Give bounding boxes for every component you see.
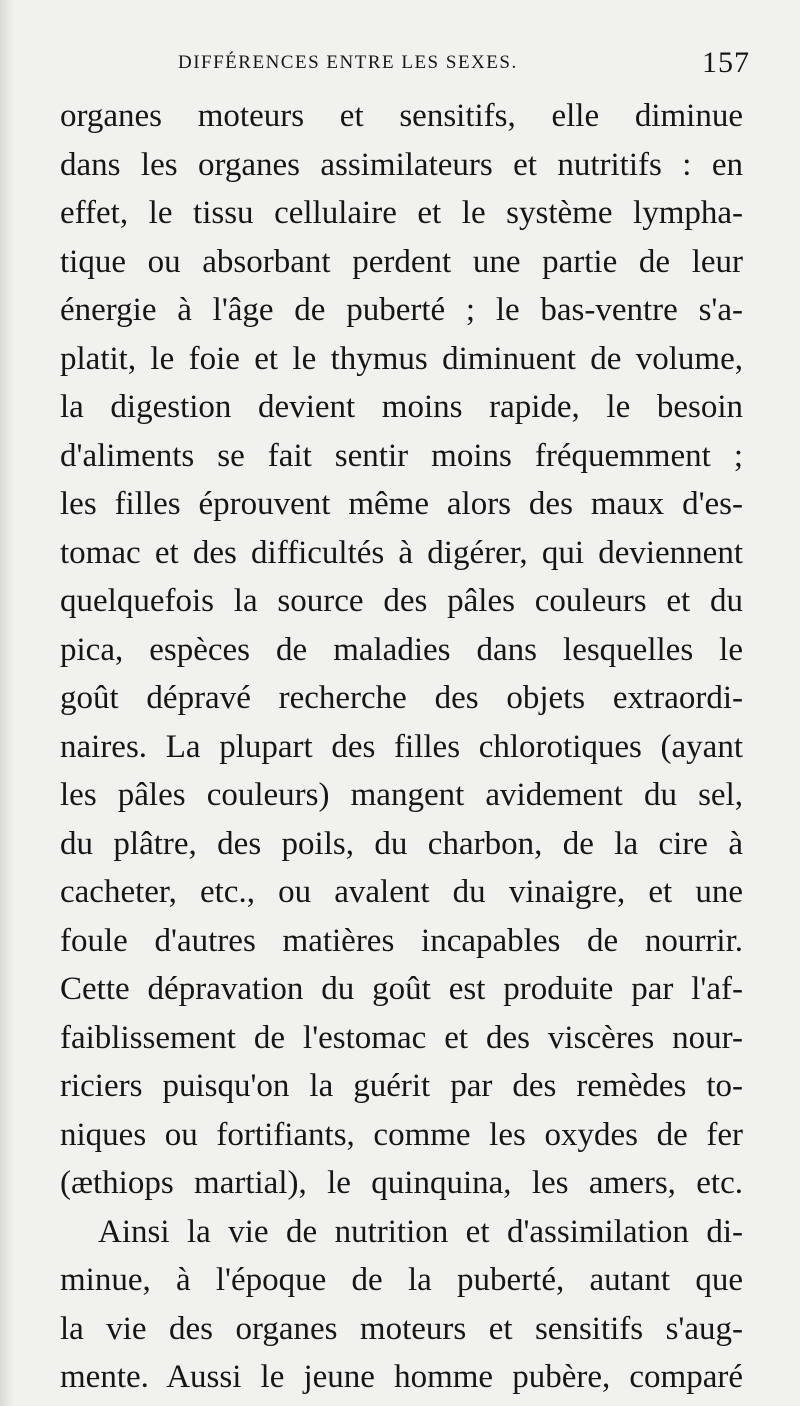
text-line: d'aliments se fait sentir moins fréquemment ;: [60, 437, 743, 474]
body-text: [60, 92, 743, 1402]
text-line: les filles éprouvent même alors des maux d'es-: [60, 486, 743, 522]
text-line: les pâles couleurs) mangent avidement du sel,: [60, 777, 743, 813]
text-line: la vie des organes moteurs et sensitifs s'aug-: [60, 1310, 743, 1347]
text-line: mente. Aussi le jeune homme pubère, comparé: [60, 1359, 743, 1395]
page-spine-shadow: [0, 0, 14, 1406]
text-line: riciers puisqu'on la guérit par des remèdes to-: [60, 1068, 743, 1104]
text-line: niques ou fortifiants, comme les oxydes de fer: [60, 1116, 743, 1153]
text-line: quelquefois la source des pâles couleurs et du: [60, 583, 743, 619]
text-line: faiblissement de l'estomac et des viscères nour-: [60, 1019, 743, 1056]
running-title: DIFFÉRENCES ENTRE LES SEXES.: [178, 52, 518, 73]
text-line: du plâtre, des poils, du charbon, de la cire à: [60, 825, 743, 862]
text-line: naires. La plupart des filles chlorotiques (ayant: [60, 728, 743, 765]
text-line: Cette dépravation du goût est produite par l'af-: [60, 971, 743, 1007]
text-line: pica, espèces de maladies dans lesquelles le: [60, 631, 743, 668]
text-line: cacheter, etc., ou avalent du vinaigre, et une: [60, 874, 743, 910]
text-line: effet, le tissu cellulaire et le système lympha-: [60, 195, 743, 231]
paragraph-start-line: Ainsi la vie de nutrition et d'assimilation di-: [98, 1213, 743, 1250]
text-line: organes moteurs et sensitifs, elle diminue: [60, 98, 743, 134]
text-line: tique ou absorbant perdent une partie de leur: [60, 243, 743, 280]
text-line: minue, à l'époque de la puberté, autant que: [60, 1262, 743, 1298]
text-line: foule d'autres matières incapables de nourrir.: [60, 922, 743, 959]
text-line: platit, le foie et le thymus diminuent de volume,: [60, 340, 743, 377]
text-line: goût dépravé recherche des objets extraordi-: [60, 680, 743, 716]
text-line: dans les organes assimilateurs et nutritifs : en: [60, 146, 743, 183]
text-line: tomac et des difficultés à digérer, qui deviennent: [60, 534, 743, 571]
page-header: [60, 46, 750, 86]
text-line: (æthiops martial), le quinquina, les amers, etc.: [60, 1165, 743, 1201]
page-number: 157: [702, 46, 750, 79]
text-line: la digestion devient moins rapide, le besoin: [60, 389, 743, 425]
text-line: énergie à l'âge de puberté ; le bas-ventre s'a-: [60, 292, 743, 328]
